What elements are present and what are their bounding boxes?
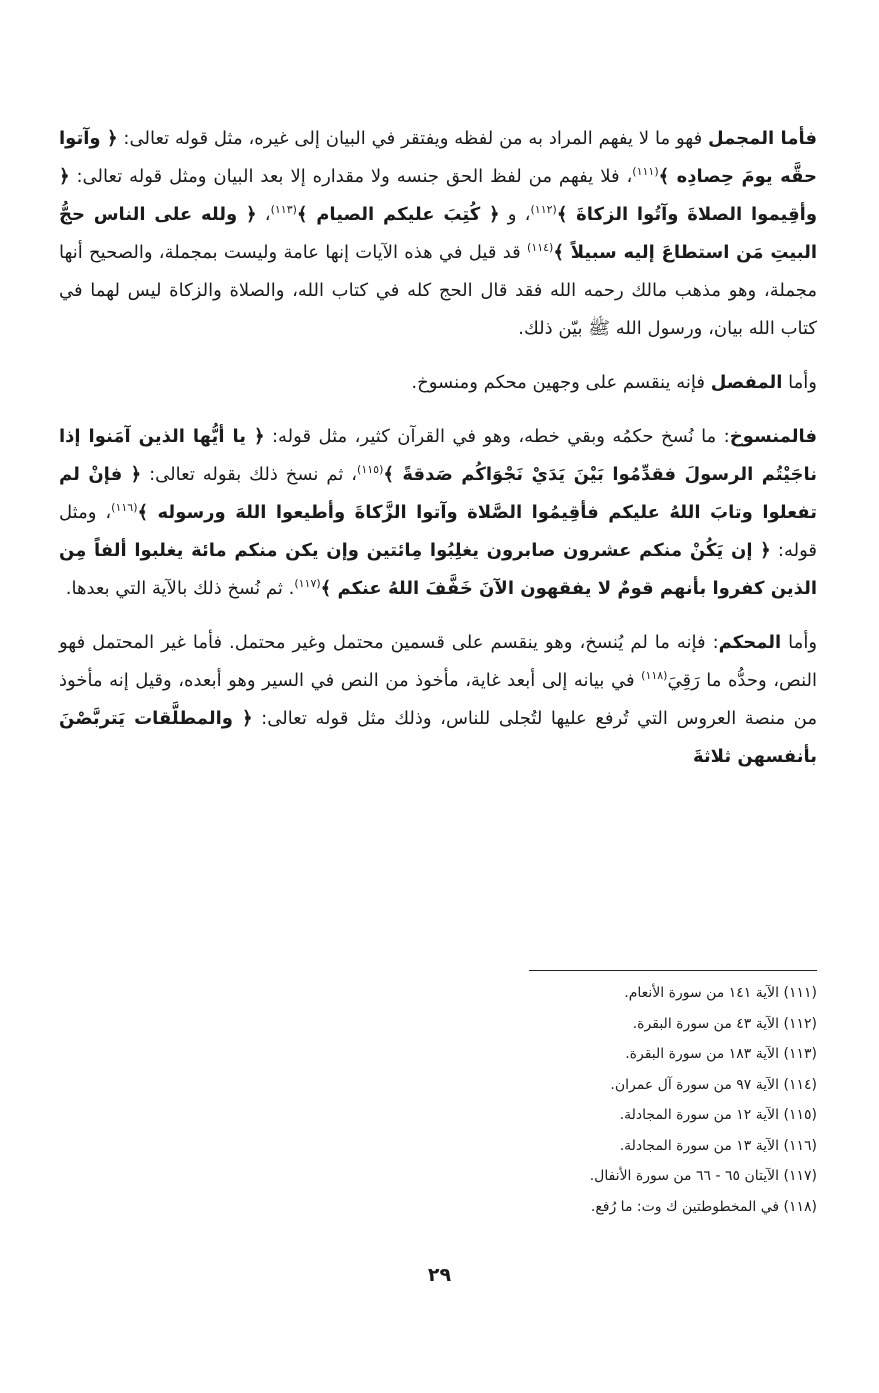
main-text bbox=[59, 120, 817, 792]
paragraph-mujmal bbox=[59, 120, 817, 348]
bold-run: ﴿ إن يَكُنْ منكم عشرون صابرون يغلِبُوا مِائتين وإن يكن منكم مائة يغلبوا ألفاً مِن الذين كفروا بأنهم قومٌ لا يفقهون الآنَ خَفَّفَ اللهُ عنكم ﴾ bbox=[59, 540, 817, 599]
text-run: وأما bbox=[781, 632, 818, 653]
paragraph-muhkam bbox=[59, 624, 817, 776]
text-run: فإنه ينقسم على وجهين محكم ومنسوخ. bbox=[411, 372, 711, 393]
bold-run: المحكم bbox=[718, 632, 782, 653]
text-run: ، فلا يفهم من لفظ الحق جنسه ولا مقداره إلا بعد البيان ومثل قوله تعالى: bbox=[69, 166, 633, 187]
footnote-item: (١١٣) الآية ١٨٣ من سورة البقرة. bbox=[625, 1046, 817, 1062]
bold-run: ﴿ يا أيُّها الذين آمَنوا إذا ناجَيْتُم الرسولَ فقدِّمُوا بَيْنَ يَدَيْ نَجْوَاكُم صَدقةً ﴾ bbox=[59, 426, 818, 485]
footnote-item: (١١١) الآية ١٤١ من سورة الأنعام. bbox=[624, 985, 817, 1001]
text-run: فهو ما لا يفهم المراد به من لفظه ويفتقر في البيان إلى غيره، مثل قوله تعالى: bbox=[117, 128, 709, 149]
footnote-ref: (١١٢) bbox=[530, 203, 557, 216]
text-run: قد قيل في هذه الآيات إنها عامة وليست بمجملة، والصحيح أنها مجملة، وهو مذهب مالك رحمه الله فقد قال الحج كله في كتاب الله، والصلاة والزكاة ليس لهما في كتاب الله بيان، ورسول الله ﷺ بيّن ذلك. bbox=[59, 242, 817, 339]
bold-run: ﴿ فإنْ لم تفعلوا وتابَ اللهُ عليكم فأقِيمُوا الصَّلاة وآتوا الزَّكاةَ وأطيعوا اللهَ ورسوله ﴾ bbox=[59, 464, 817, 523]
text-run: ، bbox=[256, 204, 271, 225]
footnote-ref: (١١٤) bbox=[527, 241, 554, 254]
bold-run: فأما المجمل bbox=[708, 128, 818, 149]
footnote-item: (١١٤) الآية ٩٧ من سورة آل عمران. bbox=[610, 1076, 817, 1093]
bold-run: ﴿ ولله على الناس حجُّ البيتِ مَن استطاعَ إليه سبيلاً ﴾ bbox=[59, 204, 817, 263]
bold-run: فالمنسوخ bbox=[729, 426, 817, 447]
text-run: وأما bbox=[782, 372, 817, 393]
footnote-ref: (١١٧) bbox=[294, 577, 321, 590]
text-run: : ما نُسخ حكمُه وبقي خطه، وهو في القرآن كثير، مثل قوله: bbox=[264, 426, 730, 447]
footnote-item: (١١٨) في المخطوطتين ك وت: ما رُفع. bbox=[590, 1198, 817, 1215]
footnote-item: (١١٥) الآية ١٢ من سورة المجادلة. bbox=[619, 1107, 817, 1123]
paragraph-mufassal bbox=[59, 364, 817, 402]
footnote-item: (١١٦) الآية ١٣ من سورة المجادلة. bbox=[619, 1137, 817, 1154]
bold-run: ﴿ كُتِبَ عليكم الصيام ﴾ bbox=[296, 204, 500, 225]
footnote-ref: (١١٣) bbox=[270, 203, 297, 216]
bold-run: ﴿ وأقِيموا الصلاةَ وآتُوا الزكاةَ ﴾ bbox=[59, 166, 818, 225]
text-run: ، و bbox=[499, 204, 531, 225]
footnote-item: (١١٧) الآيتان ٦٥ - ٦٦ من سورة الأنفال. bbox=[589, 1168, 817, 1184]
footnote-item: (١١٢) الآية ٤٣ من سورة البقرة. bbox=[632, 1015, 817, 1032]
text-run: ، ثم نسخ ذلك بقوله تعالى: bbox=[141, 464, 358, 485]
bold-run: ﴿ وآتوا حقَّه يومَ حِصادِه ﴾ bbox=[59, 128, 817, 187]
paragraph-mansukh bbox=[59, 418, 817, 608]
page-number: ٢٩ bbox=[427, 1264, 452, 1286]
text-run: . ثم نُسخ ذلك بالآية التي بعدها. bbox=[65, 578, 295, 599]
footnotes-list bbox=[397, 978, 817, 1222]
footnote-ref: (١١٥) bbox=[357, 463, 384, 476]
text-run: ، ومثل قوله: bbox=[59, 502, 817, 561]
footnote-ref: (١١٦) bbox=[111, 501, 138, 514]
footnote-divider bbox=[529, 970, 817, 971]
footnote-ref: (١١١) bbox=[632, 165, 659, 178]
text-run: : فإنه ما لم يُنسخ، وهو ينقسم على قسمين محتمل وغير محتمل. فأما غير المحتمل فهو النص، وحدُّه ما رَقِيَ bbox=[59, 632, 817, 691]
bold-run: المفصل bbox=[710, 372, 783, 393]
text-run: في بيانه إلى أبعد غاية، مأخوذ من النص في السير وهو أبعده، وقيل إنه مأخوذ من منصة العروس التي تُرفع عليها لتُجلى للناس، وذلك مثل قوله تعالى: bbox=[59, 670, 817, 729]
footnote-ref: (١١٨) bbox=[641, 669, 668, 682]
bold-run: ﴿ والمطلَّقات يَتربَّصْنَ بأنفسهن ثلاثةَ bbox=[59, 708, 817, 767]
